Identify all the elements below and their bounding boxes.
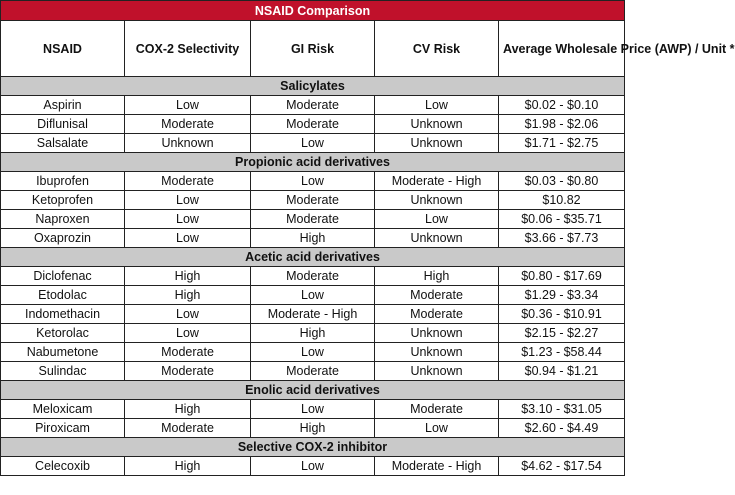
cell-awp: $1.29 - $3.34 xyxy=(499,286,625,305)
cell-gi-risk: Low xyxy=(251,286,375,305)
cell-awp: $0.36 - $10.91 xyxy=(499,305,625,324)
group-label: Salicylates xyxy=(1,77,625,96)
cell-nsaid: Celecoxib xyxy=(1,457,125,476)
cell-nsaid: Sulindac xyxy=(1,362,125,381)
column-header-awp: Average Wholesale Price (AWP) / Unit * xyxy=(499,21,625,77)
cell-cv-risk: Unknown xyxy=(375,324,499,343)
cell-gi-risk: High xyxy=(251,324,375,343)
cell-cox2-selectivity: Low xyxy=(125,305,251,324)
cell-awp: $3.66 - $7.73 xyxy=(499,229,625,248)
cell-cox2-selectivity: Low xyxy=(125,210,251,229)
cell-cv-risk: Unknown xyxy=(375,134,499,153)
cell-awp: $1.98 - $2.06 xyxy=(499,115,625,134)
table-row xyxy=(1,305,625,324)
cell-gi-risk: Low xyxy=(251,400,375,419)
cell-cv-risk: Low xyxy=(375,419,499,438)
cell-awp: $1.23 - $58.44 xyxy=(499,343,625,362)
cell-nsaid: Naproxen xyxy=(1,210,125,229)
cell-gi-risk: Low xyxy=(251,172,375,191)
table-row xyxy=(1,172,625,191)
cell-awp: $0.02 - $0.10 xyxy=(499,96,625,115)
cell-gi-risk: High xyxy=(251,229,375,248)
cell-cox2-selectivity: High xyxy=(125,457,251,476)
table-row xyxy=(1,115,625,134)
cell-gi-risk: High xyxy=(251,419,375,438)
table-row xyxy=(1,457,625,476)
cell-gi-risk: Moderate xyxy=(251,96,375,115)
cell-gi-risk: Low xyxy=(251,134,375,153)
table-title: NSAID Comparison xyxy=(1,1,625,21)
cell-nsaid: Salsalate xyxy=(1,134,125,153)
cell-awp: $0.06 - $35.71 xyxy=(499,210,625,229)
cell-nsaid: Indomethacin xyxy=(1,305,125,324)
cell-cox2-selectivity: Low xyxy=(125,229,251,248)
cell-nsaid: Aspirin xyxy=(1,96,125,115)
cell-nsaid: Ibuprofen xyxy=(1,172,125,191)
table-row xyxy=(1,96,625,115)
cell-cox2-selectivity: Moderate xyxy=(125,362,251,381)
cell-nsaid: Oxaprozin xyxy=(1,229,125,248)
group-row xyxy=(1,153,625,172)
cell-awp: $3.10 - $31.05 xyxy=(499,400,625,419)
cell-nsaid: Diflunisal xyxy=(1,115,125,134)
cell-nsaid: Nabumetone xyxy=(1,343,125,362)
group-row xyxy=(1,438,625,457)
group-row xyxy=(1,248,625,267)
cell-awp: $2.60 - $4.49 xyxy=(499,419,625,438)
cell-cv-risk: Unknown xyxy=(375,362,499,381)
table-row xyxy=(1,343,625,362)
cell-gi-risk: Moderate xyxy=(251,210,375,229)
cell-awp: $1.71 - $2.75 xyxy=(499,134,625,153)
cell-cv-risk: Moderate - High xyxy=(375,457,499,476)
cell-awp: $0.03 - $0.80 xyxy=(499,172,625,191)
cell-cv-risk: Low xyxy=(375,96,499,115)
cell-cv-risk: Moderate xyxy=(375,286,499,305)
cell-cv-risk: Moderate xyxy=(375,305,499,324)
cell-cox2-selectivity: High xyxy=(125,400,251,419)
cell-gi-risk: Moderate xyxy=(251,191,375,210)
table-row xyxy=(1,210,625,229)
cell-gi-risk: Low xyxy=(251,457,375,476)
cell-gi-risk: Low xyxy=(251,343,375,362)
table-body xyxy=(1,77,625,476)
column-header-cox2-selectivity: COX-2 Selectivity xyxy=(125,21,251,77)
cell-awp: $2.15 - $2.27 xyxy=(499,324,625,343)
column-header-gi-risk: GI Risk xyxy=(251,21,375,77)
group-label: Enolic acid derivatives xyxy=(1,381,625,400)
cell-nsaid: Piroxicam xyxy=(1,419,125,438)
cell-gi-risk: Moderate xyxy=(251,362,375,381)
cell-cv-risk: Low xyxy=(375,210,499,229)
group-row xyxy=(1,381,625,400)
cell-nsaid: Meloxicam xyxy=(1,400,125,419)
table-row xyxy=(1,400,625,419)
table-row xyxy=(1,191,625,210)
cell-cv-risk: High xyxy=(375,267,499,286)
cell-nsaid: Ketorolac xyxy=(1,324,125,343)
group-label: Selective COX-2 inhibitor xyxy=(1,438,625,457)
cell-gi-risk: Moderate xyxy=(251,267,375,286)
cell-cox2-selectivity: Moderate xyxy=(125,172,251,191)
table-row xyxy=(1,134,625,153)
cell-nsaid: Etodolac xyxy=(1,286,125,305)
cell-cv-risk: Unknown xyxy=(375,115,499,134)
table-row xyxy=(1,229,625,248)
cell-cox2-selectivity: Moderate xyxy=(125,419,251,438)
table-row xyxy=(1,286,625,305)
cell-cox2-selectivity: Low xyxy=(125,191,251,210)
cell-awp: $4.62 - $17.54 xyxy=(499,457,625,476)
title-row xyxy=(1,1,625,21)
group-row xyxy=(1,77,625,96)
cell-cox2-selectivity: Low xyxy=(125,96,251,115)
table-row xyxy=(1,362,625,381)
column-header-nsaid: NSAID xyxy=(1,21,125,77)
table-row xyxy=(1,267,625,286)
cell-awp: $0.80 - $17.69 xyxy=(499,267,625,286)
cell-nsaid: Diclofenac xyxy=(1,267,125,286)
group-label: Acetic acid derivatives xyxy=(1,248,625,267)
cell-awp: $10.82 xyxy=(499,191,625,210)
cell-cox2-selectivity: Unknown xyxy=(125,134,251,153)
cell-cv-risk: Moderate - High xyxy=(375,172,499,191)
column-header-cv-risk: CV Risk xyxy=(375,21,499,77)
cell-gi-risk: Moderate - High xyxy=(251,305,375,324)
header-row xyxy=(1,21,625,77)
cell-awp: $0.94 - $1.21 xyxy=(499,362,625,381)
cell-cox2-selectivity: High xyxy=(125,286,251,305)
cell-cox2-selectivity: Moderate xyxy=(125,343,251,362)
cell-cv-risk: Unknown xyxy=(375,229,499,248)
cell-nsaid: Ketoprofen xyxy=(1,191,125,210)
cell-cv-risk: Unknown xyxy=(375,191,499,210)
table-row xyxy=(1,419,625,438)
cell-cox2-selectivity: High xyxy=(125,267,251,286)
group-label: Propionic acid derivatives xyxy=(1,153,625,172)
cell-cv-risk: Moderate xyxy=(375,400,499,419)
cell-gi-risk: Moderate xyxy=(251,115,375,134)
table-row xyxy=(1,324,625,343)
cell-cv-risk: Unknown xyxy=(375,343,499,362)
cell-cox2-selectivity: Low xyxy=(125,324,251,343)
cell-cox2-selectivity: Moderate xyxy=(125,115,251,134)
